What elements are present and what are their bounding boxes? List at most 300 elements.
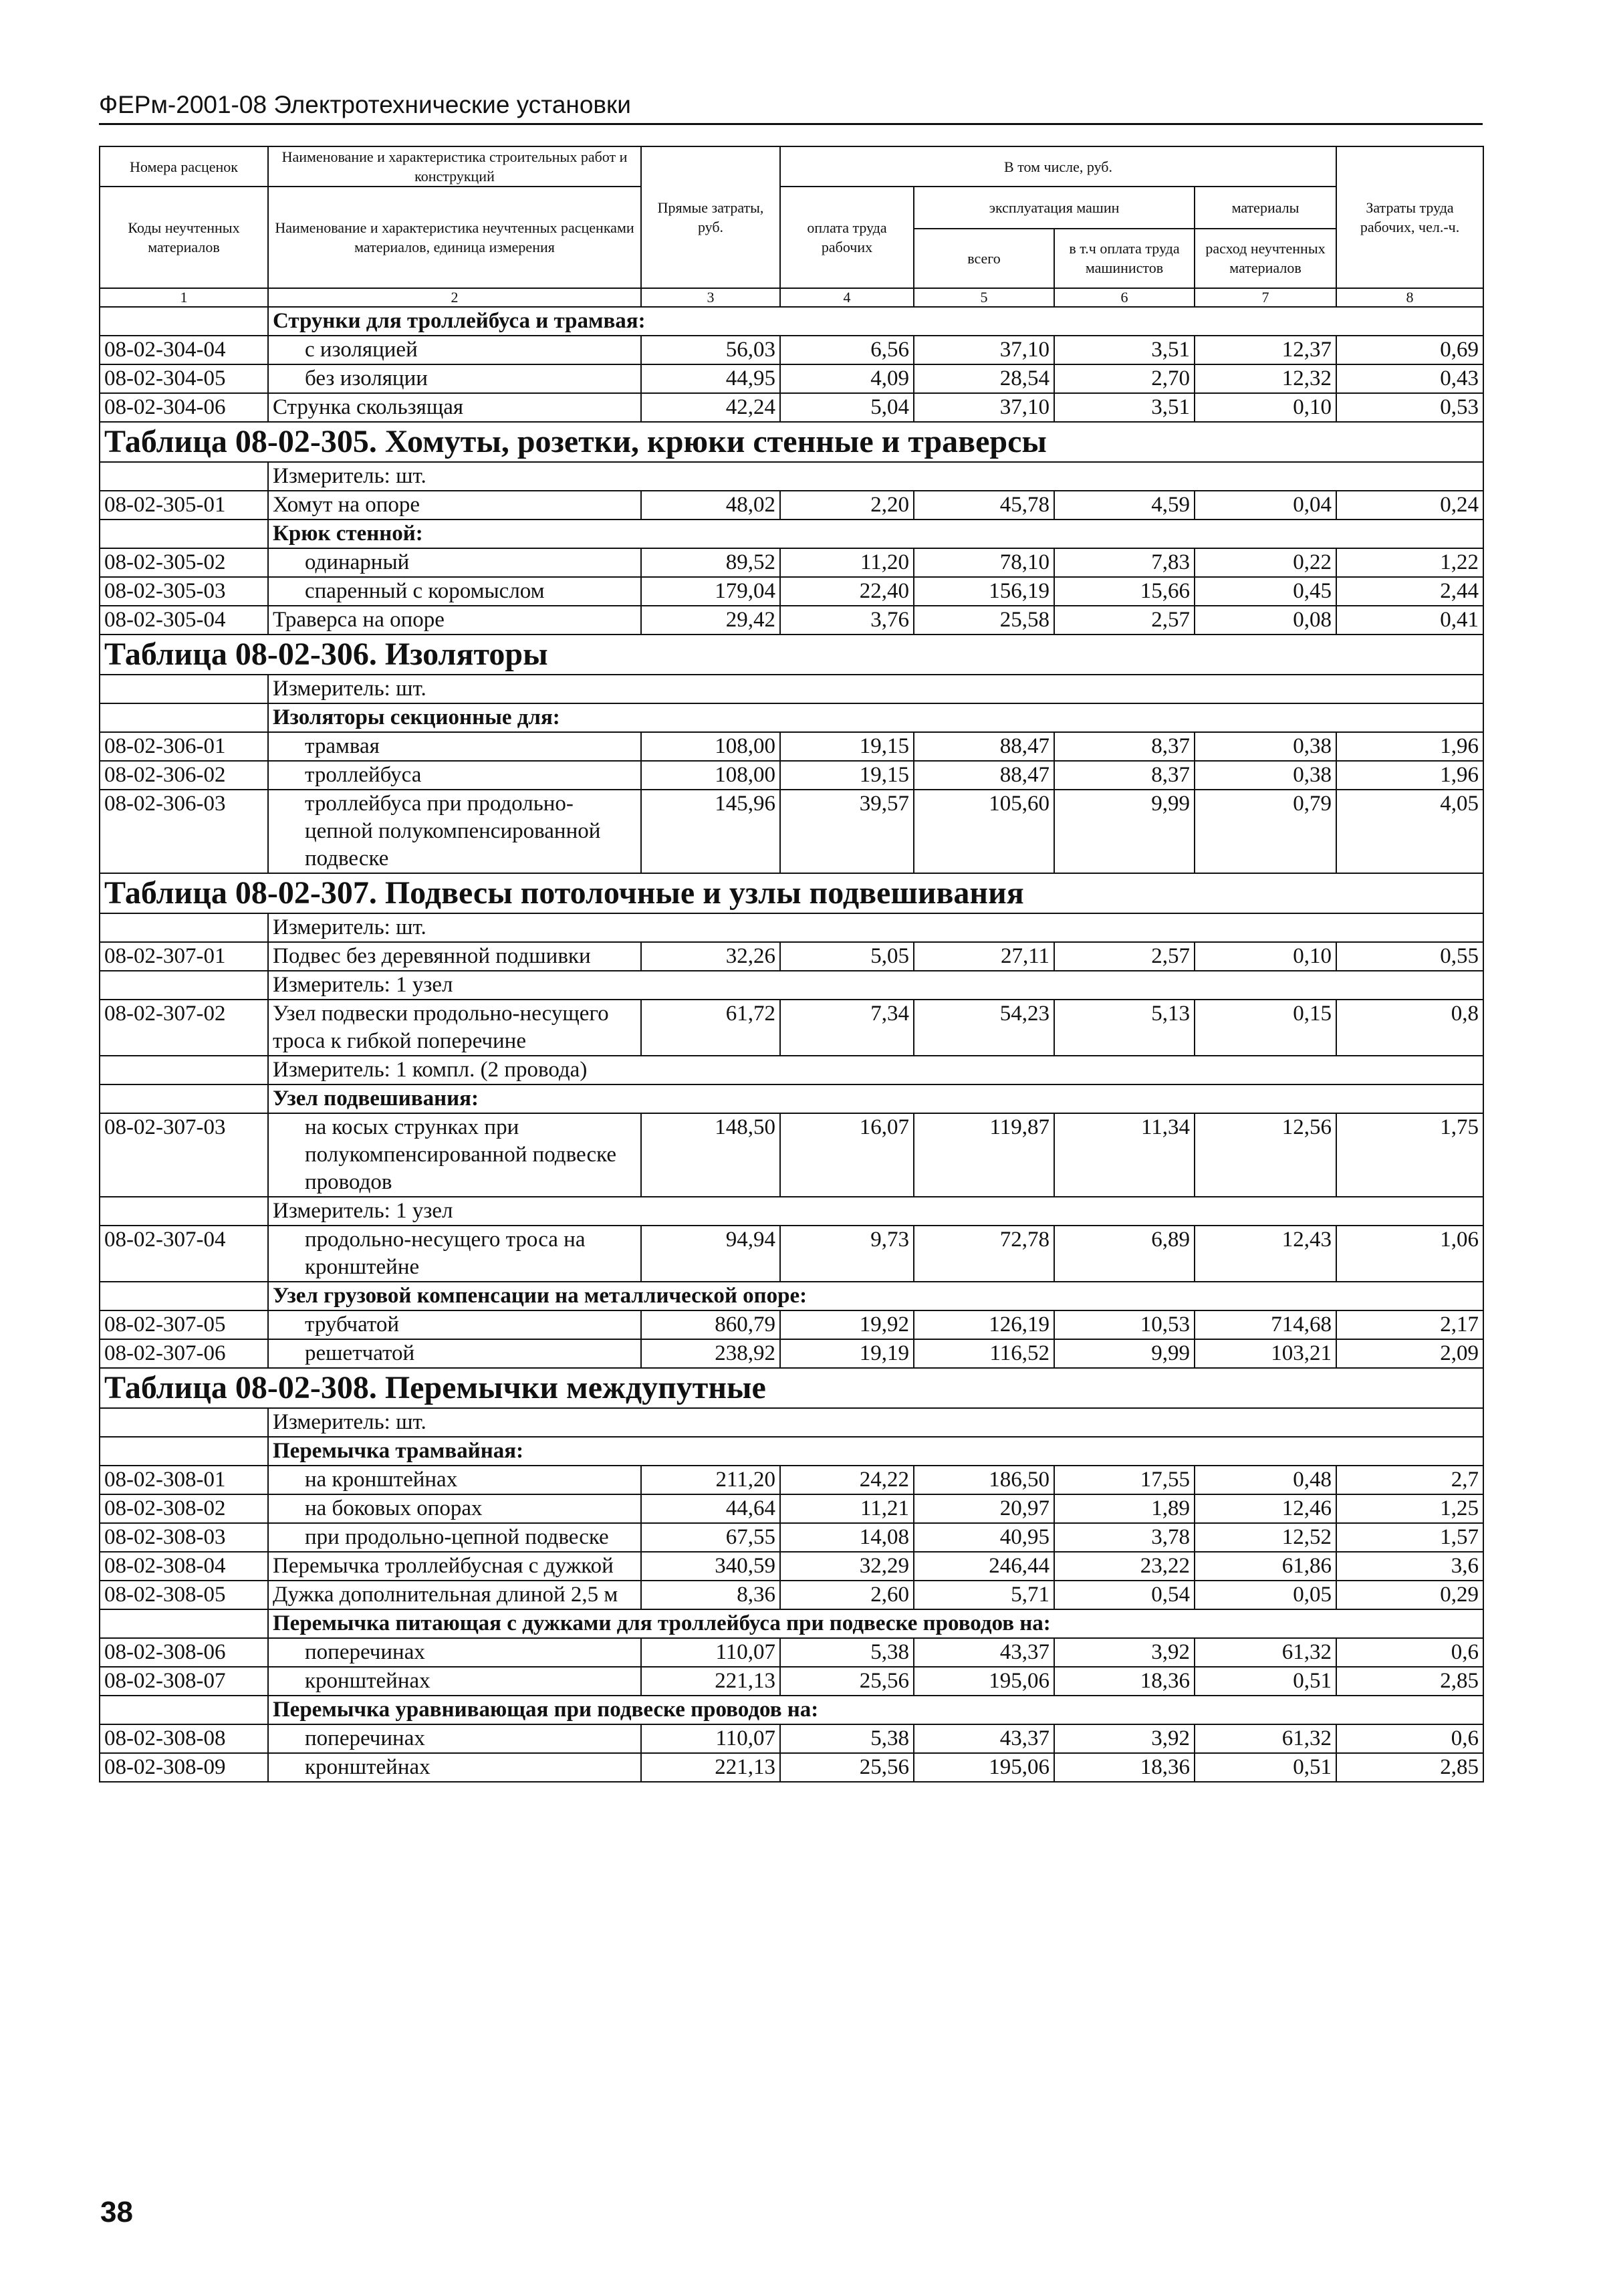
direct-costs-value: 110,07 [641, 1638, 780, 1667]
machinists-pay-value: 17,55 [1054, 1466, 1195, 1494]
group-heading: Струнки для троллейбуса и трамвая: [268, 307, 1483, 336]
header-number: 5 [914, 288, 1054, 307]
labor-hours-value: 0,69 [1336, 336, 1483, 364]
table-row [100, 1753, 1483, 1782]
direct-costs-value: 48,02 [641, 491, 780, 520]
machinists-pay-value: 8,37 [1054, 732, 1195, 761]
labor-hours-value: 1,96 [1336, 732, 1483, 761]
machines-total-value: 195,06 [914, 1667, 1054, 1696]
labor-pay-value: 16,07 [780, 1113, 914, 1197]
table-row [100, 577, 1483, 606]
materials-cost-value: 0,04 [1195, 491, 1336, 520]
work-name: спаренный с коромыслом [268, 577, 641, 606]
table-title: Таблица 08-02-308. Перемычки междупутные [100, 1368, 1483, 1408]
table-row [100, 364, 1483, 393]
machinists-pay-value: 4,59 [1054, 491, 1195, 520]
labor-hours-value: 2,7 [1336, 1466, 1483, 1494]
table-row [100, 1581, 1483, 1609]
measure-unit: Измеритель: 1 компл. (2 провода) [268, 1056, 1483, 1084]
machinists-pay-value: 18,36 [1054, 1667, 1195, 1696]
materials-cost-value: 0,05 [1195, 1581, 1336, 1609]
labor-pay-value: 25,56 [780, 1667, 914, 1696]
rate-code: 08-02-305-04 [100, 606, 268, 635]
machines-total-value: 37,10 [914, 393, 1054, 422]
table-row [100, 1494, 1483, 1523]
rate-code: 08-02-308-03 [100, 1523, 268, 1552]
machinists-pay-value: 15,66 [1054, 577, 1195, 606]
group-heading: Перемычка уравнивающая при подвеске проводов на: [268, 1696, 1483, 1724]
group-heading: Перемычка питающая с дужками для троллейбуса при подвеске проводов на: [268, 1609, 1483, 1638]
work-name: решетчатой [268, 1339, 641, 1368]
machines-total-value: 186,50 [914, 1466, 1054, 1494]
materials-cost-value: 0,38 [1195, 761, 1336, 790]
header-materials: материалы [1195, 187, 1336, 229]
empty-cell [100, 1056, 268, 1084]
rate-code: 08-02-305-01 [100, 491, 268, 520]
header-numbers-row [100, 288, 1483, 307]
work-name: Узел подвески продольно-несущего троса к гибкой поперечине [268, 1000, 641, 1056]
work-name: Хомут на опоре [268, 491, 641, 520]
direct-costs-value: 108,00 [641, 732, 780, 761]
machines-total-value: 116,52 [914, 1339, 1054, 1368]
machinists-pay-value: 1,89 [1054, 1494, 1195, 1523]
header-row-1 [100, 146, 1483, 187]
labor-hours-value: 2,17 [1336, 1310, 1483, 1339]
table-row [100, 1226, 1483, 1282]
table-title: Таблица 08-02-306. Изоляторы [100, 635, 1483, 675]
measure-unit: Измеритель: шт. [268, 462, 1483, 491]
materials-cost-value: 12,52 [1195, 1523, 1336, 1552]
header-number: 4 [780, 288, 914, 307]
page-number: 38 [100, 2196, 133, 2228]
materials-cost-value: 0,45 [1195, 577, 1336, 606]
table-row [100, 790, 1483, 873]
work-name: без изоляции [268, 364, 641, 393]
machinists-pay-value: 9,99 [1054, 1339, 1195, 1368]
labor-hours-value: 1,25 [1336, 1494, 1483, 1523]
labor-pay-value: 2,60 [780, 1581, 914, 1609]
empty-cell [100, 1437, 268, 1466]
work-name: Траверса на опоре [268, 606, 641, 635]
work-name: поперечинах [268, 1638, 641, 1667]
materials-cost-value: 0,48 [1195, 1466, 1336, 1494]
header-incl: В том числе, руб. [780, 146, 1336, 187]
machinists-pay-value: 23,22 [1054, 1552, 1195, 1581]
header-number: 1 [100, 288, 268, 307]
labor-pay-value: 19,92 [780, 1310, 914, 1339]
labor-pay-value: 5,05 [780, 942, 914, 971]
labor-hours-value: 0,6 [1336, 1638, 1483, 1667]
empty-cell [100, 1084, 268, 1113]
work-name: Подвес без деревянной подшивки [268, 942, 641, 971]
group-heading: Узел подвешивания: [268, 1084, 1483, 1113]
direct-costs-value: 179,04 [641, 577, 780, 606]
header-c2-bottom: Наименование и характеристика неучтенных расценками материалов, единица измерения [268, 187, 641, 288]
group-row [100, 1437, 1483, 1466]
materials-cost-value: 0,22 [1195, 548, 1336, 577]
work-name: продольно-несущего троса на кронштейне [268, 1226, 641, 1282]
labor-hours-value: 0,6 [1336, 1724, 1483, 1753]
materials-cost-value: 61,32 [1195, 1724, 1336, 1753]
group-row [100, 1282, 1483, 1310]
rate-code: 08-02-308-04 [100, 1552, 268, 1581]
rate-code: 08-02-306-03 [100, 790, 268, 873]
labor-hours-value: 3,6 [1336, 1552, 1483, 1581]
materials-cost-value: 12,56 [1195, 1113, 1336, 1197]
table-row [100, 336, 1483, 364]
header-number: 2 [268, 288, 641, 307]
materials-cost-value: 0,15 [1195, 1000, 1336, 1056]
group-heading: Перемычка трамвайная: [268, 1437, 1483, 1466]
table-row [100, 1552, 1483, 1581]
empty-cell [100, 703, 268, 732]
rate-code: 08-02-307-02 [100, 1000, 268, 1056]
empty-cell [100, 1408, 268, 1437]
direct-costs-value: 108,00 [641, 761, 780, 790]
measure-row [100, 1197, 1483, 1226]
labor-hours-value: 0,43 [1336, 364, 1483, 393]
empty-cell [100, 462, 268, 491]
machines-total-value: 78,10 [914, 548, 1054, 577]
header-c2-top: Наименование и характеристика строительных работ и конструкций [268, 146, 641, 187]
table-row [100, 761, 1483, 790]
labor-pay-value: 5,38 [780, 1638, 914, 1667]
machinists-pay-value: 3,51 [1054, 393, 1195, 422]
rate-code: 08-02-308-07 [100, 1667, 268, 1696]
machines-total-value: 126,19 [914, 1310, 1054, 1339]
table-title-row [100, 873, 1483, 913]
machinists-pay-value: 2,57 [1054, 942, 1195, 971]
labor-pay-value: 6,56 [780, 336, 914, 364]
header-c4: оплата труда рабочих [780, 187, 914, 288]
labor-hours-value: 1,96 [1336, 761, 1483, 790]
table-row [100, 1724, 1483, 1753]
measure-row [100, 913, 1483, 942]
machines-total-value: 72,78 [914, 1226, 1054, 1282]
materials-cost-value: 12,32 [1195, 364, 1336, 393]
measure-row [100, 675, 1483, 703]
rate-code: 08-02-308-05 [100, 1581, 268, 1609]
machines-total-value: 20,97 [914, 1494, 1054, 1523]
group-row [100, 1696, 1483, 1724]
labor-hours-value: 1,22 [1336, 548, 1483, 577]
rate-code: 08-02-304-06 [100, 393, 268, 422]
work-name: троллейбуса [268, 761, 641, 790]
machines-total-value: 28,54 [914, 364, 1054, 393]
labor-hours-value: 1,75 [1336, 1113, 1483, 1197]
materials-cost-value: 61,86 [1195, 1552, 1336, 1581]
materials-cost-value: 0,79 [1195, 790, 1336, 873]
table-row [100, 606, 1483, 635]
machines-total-value: 5,71 [914, 1581, 1054, 1609]
labor-pay-value: 11,21 [780, 1494, 914, 1523]
table-row [100, 1466, 1483, 1494]
labor-hours-value: 0,53 [1336, 393, 1483, 422]
rate-code: 08-02-304-04 [100, 336, 268, 364]
machinists-pay-value: 8,37 [1054, 761, 1195, 790]
direct-costs-value: 211,20 [641, 1466, 780, 1494]
materials-cost-value: 0,51 [1195, 1753, 1336, 1782]
labor-pay-value: 7,34 [780, 1000, 914, 1056]
work-name: на косых струнках при полукомпенсированной подвеске проводов [268, 1113, 641, 1197]
machinists-pay-value: 3,78 [1054, 1523, 1195, 1552]
labor-hours-value: 1,57 [1336, 1523, 1483, 1552]
group-row [100, 1084, 1483, 1113]
rate-code: 08-02-308-09 [100, 1753, 268, 1782]
header-c3: Прямые затраты, руб. [641, 146, 780, 288]
machinists-pay-value: 10,53 [1054, 1310, 1195, 1339]
direct-costs-value: 860,79 [641, 1310, 780, 1339]
group-heading: Изоляторы секционные для: [268, 703, 1483, 732]
header-number: 3 [641, 288, 780, 307]
table-title: Таблица 08-02-307. Подвесы потолочные и узлы подвешивания [100, 873, 1483, 913]
materials-cost-value: 12,43 [1195, 1226, 1336, 1282]
materials-cost-value: 0,10 [1195, 393, 1336, 422]
machines-total-value: 45,78 [914, 491, 1054, 520]
materials-cost-value: 103,21 [1195, 1339, 1336, 1368]
measure-unit: Измеритель: шт. [268, 913, 1483, 942]
measure-row [100, 462, 1483, 491]
direct-costs-value: 44,64 [641, 1494, 780, 1523]
group-row [100, 307, 1483, 336]
labor-pay-value: 14,08 [780, 1523, 914, 1552]
direct-costs-value: 94,94 [641, 1226, 780, 1282]
labor-hours-value: 0,55 [1336, 942, 1483, 971]
rate-code: 08-02-307-05 [100, 1310, 268, 1339]
work-name: трубчатой [268, 1310, 641, 1339]
rate-code: 08-02-306-01 [100, 732, 268, 761]
machines-total-value: 105,60 [914, 790, 1054, 873]
machinists-pay-value: 11,34 [1054, 1113, 1195, 1197]
table-row [100, 1113, 1483, 1197]
labor-pay-value: 5,04 [780, 393, 914, 422]
machines-total-value: 54,23 [914, 1000, 1054, 1056]
machines-total-value: 25,58 [914, 606, 1054, 635]
direct-costs-value: 29,42 [641, 606, 780, 635]
measure-row [100, 1056, 1483, 1084]
header-number: 6 [1054, 288, 1195, 307]
machinists-pay-value: 7,83 [1054, 548, 1195, 577]
table-row [100, 1523, 1483, 1552]
table-row [100, 1339, 1483, 1368]
work-name: на кронштейнах [268, 1466, 641, 1494]
labor-hours-value: 2,85 [1336, 1753, 1483, 1782]
machines-total-value: 43,37 [914, 1724, 1054, 1753]
machinists-pay-value: 0,54 [1054, 1581, 1195, 1609]
group-heading: Крюк стенной: [268, 520, 1483, 548]
direct-costs-value: 61,72 [641, 1000, 780, 1056]
materials-cost-value: 714,68 [1195, 1310, 1336, 1339]
work-name: троллейбуса при продольно-цепной полукомпенсированной подвеске [268, 790, 641, 873]
direct-costs-value: 42,24 [641, 393, 780, 422]
group-row [100, 703, 1483, 732]
rate-code: 08-02-304-05 [100, 364, 268, 393]
empty-cell [100, 913, 268, 942]
table-title-row [100, 1368, 1483, 1408]
header-c7: расход неучтенных материалов [1195, 229, 1336, 288]
table-title-row [100, 635, 1483, 675]
empty-cell [100, 1282, 268, 1310]
labor-hours-value: 2,09 [1336, 1339, 1483, 1368]
group-row [100, 1609, 1483, 1638]
rate-code: 08-02-307-03 [100, 1113, 268, 1197]
rate-code: 08-02-308-01 [100, 1466, 268, 1494]
empty-cell [100, 971, 268, 1000]
measure-unit: Измеритель: шт. [268, 1408, 1483, 1437]
machinists-pay-value: 3,51 [1054, 336, 1195, 364]
machines-total-value: 246,44 [914, 1552, 1054, 1581]
labor-hours-value: 2,44 [1336, 577, 1483, 606]
labor-pay-value: 19,15 [780, 732, 914, 761]
machines-total-value: 156,19 [914, 577, 1054, 606]
measure-row [100, 971, 1483, 1000]
labor-pay-value: 25,56 [780, 1753, 914, 1782]
table-row [100, 1638, 1483, 1667]
labor-hours-value: 4,05 [1336, 790, 1483, 873]
direct-costs-value: 340,59 [641, 1552, 780, 1581]
machinists-pay-value: 2,57 [1054, 606, 1195, 635]
labor-pay-value: 9,73 [780, 1226, 914, 1282]
direct-costs-value: 221,13 [641, 1753, 780, 1782]
rates-table [99, 146, 1484, 1783]
empty-cell [100, 675, 268, 703]
machines-total-value: 27,11 [914, 942, 1054, 971]
header-row-2 [100, 187, 1483, 229]
work-name: с изоляцией [268, 336, 641, 364]
work-name: при продольно-цепной подвеске [268, 1523, 641, 1552]
machines-total-value: 37,10 [914, 336, 1054, 364]
materials-cost-value: 0,51 [1195, 1667, 1336, 1696]
rate-code: 08-02-307-04 [100, 1226, 268, 1282]
materials-cost-value: 61,32 [1195, 1638, 1336, 1667]
labor-pay-value: 5,38 [780, 1724, 914, 1753]
direct-costs-value: 89,52 [641, 548, 780, 577]
labor-pay-value: 3,76 [780, 606, 914, 635]
rate-code: 08-02-308-06 [100, 1638, 268, 1667]
measure-row [100, 1408, 1483, 1437]
table-title-row [100, 422, 1483, 462]
empty-cell [100, 520, 268, 548]
labor-pay-value: 19,19 [780, 1339, 914, 1368]
machines-total-value: 88,47 [914, 761, 1054, 790]
page-header: ФЕРм-2001-08 Электротехнические установки [99, 88, 1483, 125]
direct-costs-value: 56,03 [641, 336, 780, 364]
direct-costs-value: 44,95 [641, 364, 780, 393]
rate-code: 08-02-305-03 [100, 577, 268, 606]
materials-cost-value: 12,46 [1195, 1494, 1336, 1523]
direct-costs-value: 110,07 [641, 1724, 780, 1753]
measure-unit: Измеритель: 1 узел [268, 971, 1483, 1000]
rate-code: 08-02-306-02 [100, 761, 268, 790]
group-heading: Узел грузовой компенсации на металлической опоре: [268, 1282, 1483, 1310]
materials-cost-value: 0,10 [1195, 942, 1336, 971]
rate-code: 08-02-307-06 [100, 1339, 268, 1368]
labor-pay-value: 24,22 [780, 1466, 914, 1494]
header-machines: эксплуатация машин [914, 187, 1195, 229]
empty-cell [100, 1696, 268, 1724]
labor-hours-value: 0,29 [1336, 1581, 1483, 1609]
rate-code: 08-02-305-02 [100, 548, 268, 577]
machines-total-value: 43,37 [914, 1638, 1054, 1667]
labor-pay-value: 2,20 [780, 491, 914, 520]
table-title: Таблица 08-02-305. Хомуты, розетки, крюки стенные и траверсы [100, 422, 1483, 462]
machinists-pay-value: 2,70 [1054, 364, 1195, 393]
rate-code: 08-02-308-08 [100, 1724, 268, 1753]
work-name: Перемычка троллейбусная с дужкой [268, 1552, 641, 1581]
machinists-pay-value: 3,92 [1054, 1638, 1195, 1667]
materials-cost-value: 0,08 [1195, 606, 1336, 635]
rate-code: 08-02-308-02 [100, 1494, 268, 1523]
measure-unit: Измеритель: шт. [268, 675, 1483, 703]
work-name: поперечинах [268, 1724, 641, 1753]
table-row [100, 1310, 1483, 1339]
work-name: кронштейнах [268, 1753, 641, 1782]
empty-cell [100, 307, 268, 336]
direct-costs-value: 67,55 [641, 1523, 780, 1552]
machinists-pay-value: 3,92 [1054, 1724, 1195, 1753]
machinists-pay-value: 6,89 [1054, 1226, 1195, 1282]
machines-total-value: 40,95 [914, 1523, 1054, 1552]
labor-pay-value: 32,29 [780, 1552, 914, 1581]
machines-total-value: 119,87 [914, 1113, 1054, 1197]
labor-hours-value: 0,24 [1336, 491, 1483, 520]
direct-costs-value: 32,26 [641, 942, 780, 971]
header-number: 8 [1336, 288, 1483, 307]
labor-pay-value: 11,20 [780, 548, 914, 577]
work-name: трамвая [268, 732, 641, 761]
machinists-pay-value: 5,13 [1054, 1000, 1195, 1056]
table-row [100, 1667, 1483, 1696]
work-name: Струнка скользящая [268, 393, 641, 422]
table-row [100, 393, 1483, 422]
header-c8: Затраты труда рабочих, чел.-ч. [1336, 146, 1483, 288]
rate-code: 08-02-307-01 [100, 942, 268, 971]
machines-total-value: 195,06 [914, 1753, 1054, 1782]
direct-costs-value: 145,96 [641, 790, 780, 873]
header-c1-top: Номера расценок [100, 146, 268, 187]
labor-hours-value: 1,06 [1336, 1226, 1483, 1282]
measure-unit: Измеритель: 1 узел [268, 1197, 1483, 1226]
materials-cost-value: 0,38 [1195, 732, 1336, 761]
group-row [100, 520, 1483, 548]
table-row [100, 491, 1483, 520]
work-name: на боковых опорах [268, 1494, 641, 1523]
materials-cost-value: 12,37 [1195, 336, 1336, 364]
table-row [100, 1000, 1483, 1056]
direct-costs-value: 221,13 [641, 1667, 780, 1696]
machinists-pay-value: 9,99 [1054, 790, 1195, 873]
work-name: Дужка дополнительная длиной 2,5 м [268, 1581, 641, 1609]
direct-costs-value: 238,92 [641, 1339, 780, 1368]
empty-cell [100, 1609, 268, 1638]
machines-total-value: 88,47 [914, 732, 1054, 761]
table-row [100, 732, 1483, 761]
header-c6: в т.ч оплата труда машинистов [1054, 229, 1195, 288]
labor-hours-value: 2,85 [1336, 1667, 1483, 1696]
empty-cell [100, 1197, 268, 1226]
labor-pay-value: 19,15 [780, 761, 914, 790]
direct-costs-value: 148,50 [641, 1113, 780, 1197]
direct-costs-value: 8,36 [641, 1581, 780, 1609]
work-name: кронштейнах [268, 1667, 641, 1696]
work-name: одинарный [268, 548, 641, 577]
header-number: 7 [1195, 288, 1336, 307]
labor-pay-value: 39,57 [780, 790, 914, 873]
labor-pay-value: 4,09 [780, 364, 914, 393]
table-row [100, 942, 1483, 971]
header-c5: всего [914, 229, 1054, 288]
table-row [100, 548, 1483, 577]
